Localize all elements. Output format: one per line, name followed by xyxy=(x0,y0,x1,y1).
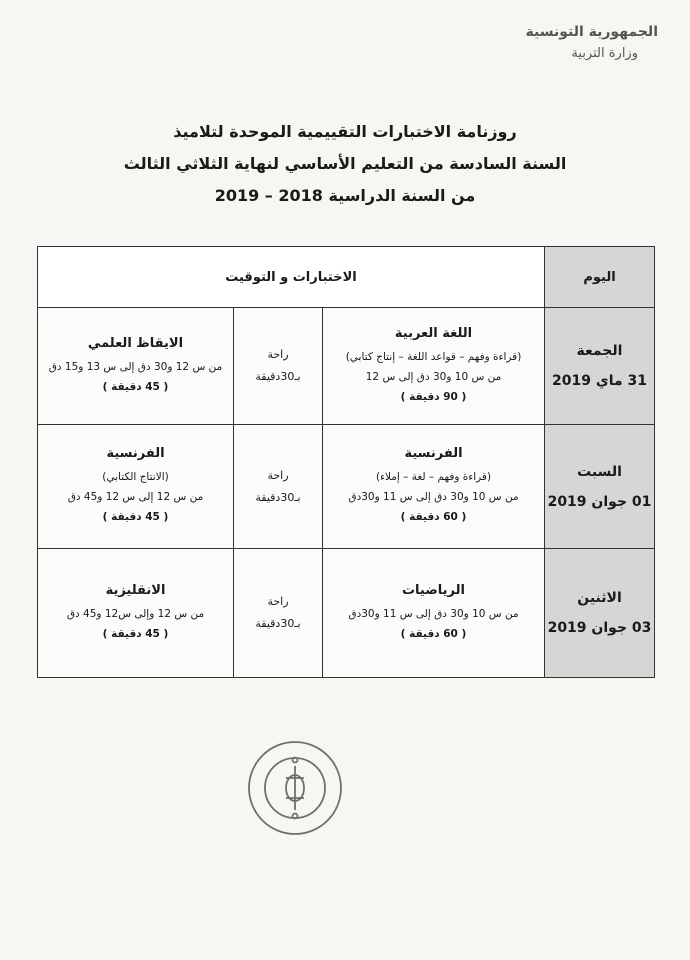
exam-time: من س 10 و30 دق إلى س 11 و30دق xyxy=(348,607,519,620)
exam-duration: ( 90 دقيقة ) xyxy=(400,390,467,403)
letterhead xyxy=(526,22,659,64)
exam-cell xyxy=(38,425,234,549)
exam-subject: الفرنسية xyxy=(106,446,165,461)
ministry-seal-stamp xyxy=(245,738,345,838)
break-cell xyxy=(234,308,323,425)
day-name: السبت xyxy=(577,463,622,480)
exam-duration: ( 45 دقيقة ) xyxy=(102,627,169,640)
exam-time: من س 12 وإلى س12 و45 دق xyxy=(66,607,205,620)
exam-subject: اللغة العربية xyxy=(394,325,473,341)
break-cell xyxy=(234,425,323,549)
exam-cell xyxy=(323,308,545,425)
exam-schedule-table xyxy=(37,246,655,678)
day-cell xyxy=(545,308,655,425)
day-name: الجمعة xyxy=(576,343,623,359)
exam-duration: ( 60 دقيقة ) xyxy=(400,627,467,640)
title-line-3: من السنة الدراسية 2018 – 2019 xyxy=(214,186,476,205)
exam-duration: ( 45 دقيقة ) xyxy=(102,380,169,393)
exam-details: (الانتاج الكتابي) xyxy=(102,471,169,483)
exam-details: (قراءة وفهم – لغة – إملاء) xyxy=(375,471,492,483)
break-duration: بـ30دقيقة xyxy=(255,370,301,383)
break-cell xyxy=(234,549,323,678)
exam-duration: ( 45 دقيقة ) xyxy=(102,511,169,523)
document-title xyxy=(0,116,690,212)
table-header-row xyxy=(38,247,655,308)
day-date: 01 جوان 2019 xyxy=(547,493,652,510)
exam-details: (قراءة وفهم – قواعد اللغة – إنتاج كتابي) xyxy=(345,350,522,363)
title-line-2: السنة السادسة من التعليم الأساسي لنهاية الثلاثي الثالث xyxy=(123,154,567,173)
title-line-1: روزنامة الاختبارات التقييمية الموحدة لتلاميذ xyxy=(173,122,517,141)
exam-cell xyxy=(323,425,545,549)
exam-subject: الفرنسية xyxy=(404,446,463,461)
header-day: اليوم xyxy=(545,247,655,308)
day-cell xyxy=(545,425,655,549)
exam-time: من س 12 إلى س 12 و45 دق xyxy=(67,491,204,503)
exam-time: من س 10 و30 دق إلى س 11 و30دق xyxy=(348,491,519,503)
exam-cell xyxy=(323,549,545,678)
exam-subject: الانقليزية xyxy=(105,582,166,598)
break-duration: بـ30دقيقة xyxy=(255,490,301,504)
header-exams: الاختبارات و التوقيت xyxy=(38,247,545,308)
exam-time: من س 10 و30 دق إلى س 12 xyxy=(365,370,502,383)
table-row xyxy=(38,425,655,549)
table-row xyxy=(38,308,655,425)
republic-name: الجمهورية التونسية xyxy=(525,24,658,40)
day-date: 03 جوان 2019 xyxy=(547,620,652,636)
break-duration: بـ30دقيقة xyxy=(255,617,301,630)
break-label: راحة xyxy=(267,595,289,608)
exam-cell xyxy=(38,308,234,425)
break-label: راحة xyxy=(267,468,289,482)
day-name: الاثنين xyxy=(577,590,622,606)
exam-subject: الرياضيات xyxy=(401,582,465,598)
break-label: راحة xyxy=(267,348,289,361)
table-row xyxy=(38,549,655,678)
exam-cell xyxy=(38,549,234,678)
exam-time: من س 12 و30 دق إلى س 13 و15 دق xyxy=(48,360,223,373)
ministry-name: وزارة التربية xyxy=(571,45,638,61)
day-cell xyxy=(545,549,655,678)
day-date: 31 ماي 2019 xyxy=(552,373,647,389)
exam-subject: الايقاظ العلمي xyxy=(87,335,184,351)
exam-duration: ( 60 دقيقة ) xyxy=(400,511,467,523)
